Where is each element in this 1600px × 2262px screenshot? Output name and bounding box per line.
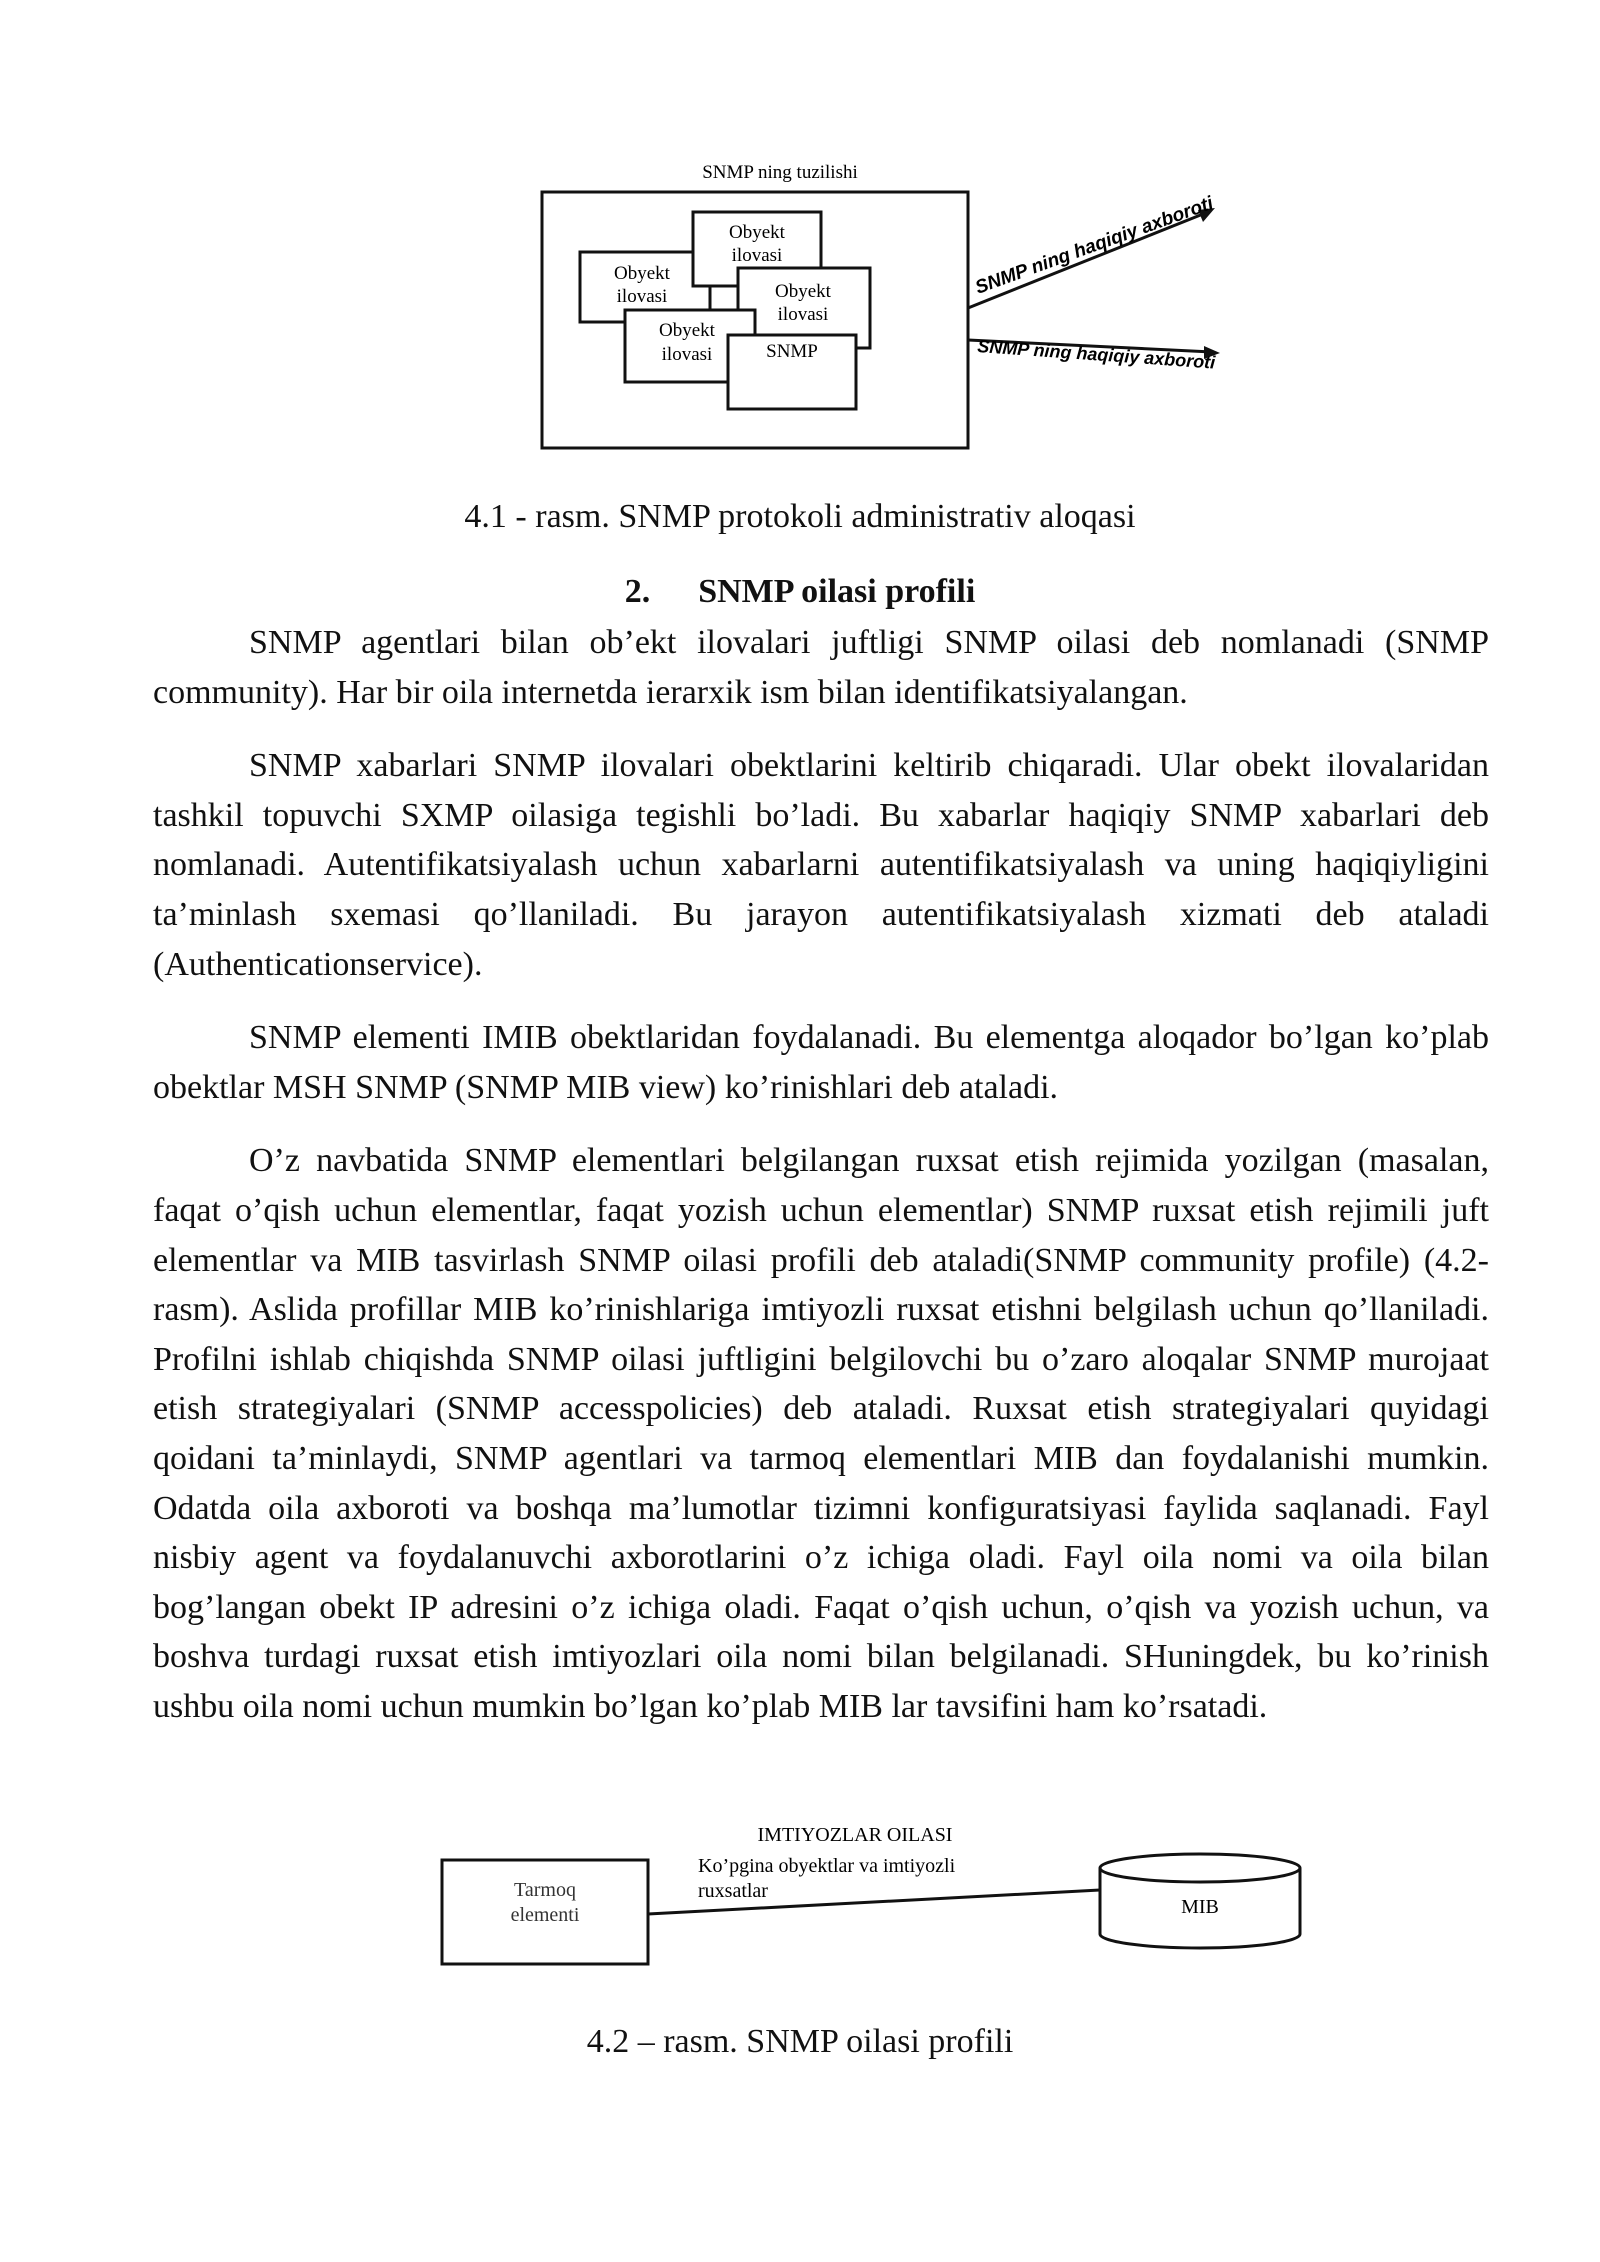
svg-text:Obyekt: Obyekt [659, 320, 715, 341]
section-heading [0, 572, 1600, 612]
mib-database-icon [1100, 1854, 1300, 1948]
arrow-lower [968, 336, 1220, 373]
svg-text:Obyekt: Obyekt [729, 222, 785, 243]
svg-text:SNMP ning haqiqiy axboroti: SNMP ning haqiqiy axboroti [972, 192, 1217, 299]
figure2-caption: 4.2 – rasm. SNMP oilasi profili [586, 2023, 1014, 2060]
figure-snmp-structure [530, 150, 1250, 460]
figure1-title: SNMP ning tuzilishi [702, 162, 858, 183]
paragraph-4: O’z navbatida SNMP elementlari belgilangan ruxsat etish rejimida yozilgan (masalan, faqat o’qish uchun elementlar, faqat yozish uchun elementlar) SNMP ruxsat etish rejimili juft elementlar va MIB tasvirlash SNMP oilasi profili deb ataladi(SNMP community profile) (4.2-rasm). Aslida profillar MIB ko’rinishlariga imtiyozli ruxsat etishni belgilash uchun qo’llaniladi. Profilni ishlab chiqishda SNMP oilasi juftligini belgilovchi bu o’zaro aloqalar SNMP murojaat etish strategiyalari (SNMP accesspolicies) deb ataladi. Ruxsat etish strategiyalari quyidagi qoidani ta’minlaydi, SNMP agentlari va tarmoq elementlari MIB dan foydalanishi mumkin. Odatda oila axboroti va boshqa ma’lumotlar tizimni konfiguratsiyasi faylida saqlanadi. Fayl nisbiy agent va foydalanuvchi axborotlarini o’z ichiga oladi. Fayl oila nomi va oila bilan bog’langan obekt IP adresini o’z ichiga oladi. Faqat o’qish uchun, o’qish va yozish uchun, va boshva turdagi ruxsat etish imtiyozlari oila nomi bilan belgilanadi. SHuningdek, bu ko’rinish ushbu oila nomi uchun mumkin bo’lgan ko’plab MIB lar tavsifini ham ko’rsatadi. [153, 1142, 1489, 1725]
figure1-caption: 4.1 - rasm. SNMP protokoli administrativ aloqasi [464, 498, 1136, 535]
section-number: 2. [624, 573, 651, 610]
network-element-box [442, 1860, 648, 1964]
svg-text:Obyekt: Obyekt [614, 263, 670, 284]
svg-text:Obyekt: Obyekt [775, 281, 831, 302]
figure-snmp-community-profile [430, 1820, 1310, 1980]
paragraph-2: SNMP xabarlari SNMP ilovalari obektlarini keltirib chiqaradi. Ular obekt ilovalaridan tashkil topuvchi SXMP oilasiga tegishli bo’ladi. Bu xabarlar haqiqiy SNMP xabarlari deb nomlanadi. Autentifikatsiyalash uchun xabarlarni autentifikatsiyalash va uning haqiqiyligini ta’minlash sxemasi qo’llaniladi. Bu jarayon autentifikatsiyalash xizmati deb ataladi (Authenticationservice). [153, 747, 1489, 983]
svg-text:ilovasi: ilovasi [661, 344, 713, 365]
svg-text:elementi: elementi [510, 1904, 580, 1926]
figure2-title: IMTIYOZLAR OILASI [757, 1824, 953, 1846]
arrow-upper [968, 193, 1217, 308]
snmp-box [728, 335, 856, 409]
svg-text:SNMP ning haqiqiy axboroti: SNMP ning haqiqiy axboroti [976, 336, 1216, 373]
svg-text:ilovasi: ilovasi [731, 245, 783, 266]
link-label-1: Ko’pgina obyektlar va imtiyozli [698, 1855, 956, 1877]
svg-text:ilovasi: ilovasi [616, 286, 668, 307]
body-text [153, 618, 1489, 1731]
svg-text:Tarmoq: Tarmoq [514, 1879, 576, 1901]
svg-text:ilovasi: ilovasi [777, 304, 829, 325]
mib-label: MIB [1181, 1896, 1219, 1918]
paragraph-1: SNMP agentlari bilan ob’ekt ilovalari juftligi SNMP oilasi deb nomlanadi (SNMP community). Har bir oila internetda ierarxik ism bilan identifikatsiyalangan. [153, 624, 1489, 711]
section-title: SNMP oilasi profili [698, 573, 976, 610]
link-label-2: ruxsatlar [698, 1880, 768, 1902]
svg-text:SNMP: SNMP [766, 341, 818, 362]
paragraph-3: SNMP elementi IMIB obektlaridan foydalanadi. Bu elementga aloqador bo’lgan ko’plab obektlar MSH SNMP (SNMP MIB view) ko’rinishlari deb ataladi. [153, 1019, 1489, 1106]
